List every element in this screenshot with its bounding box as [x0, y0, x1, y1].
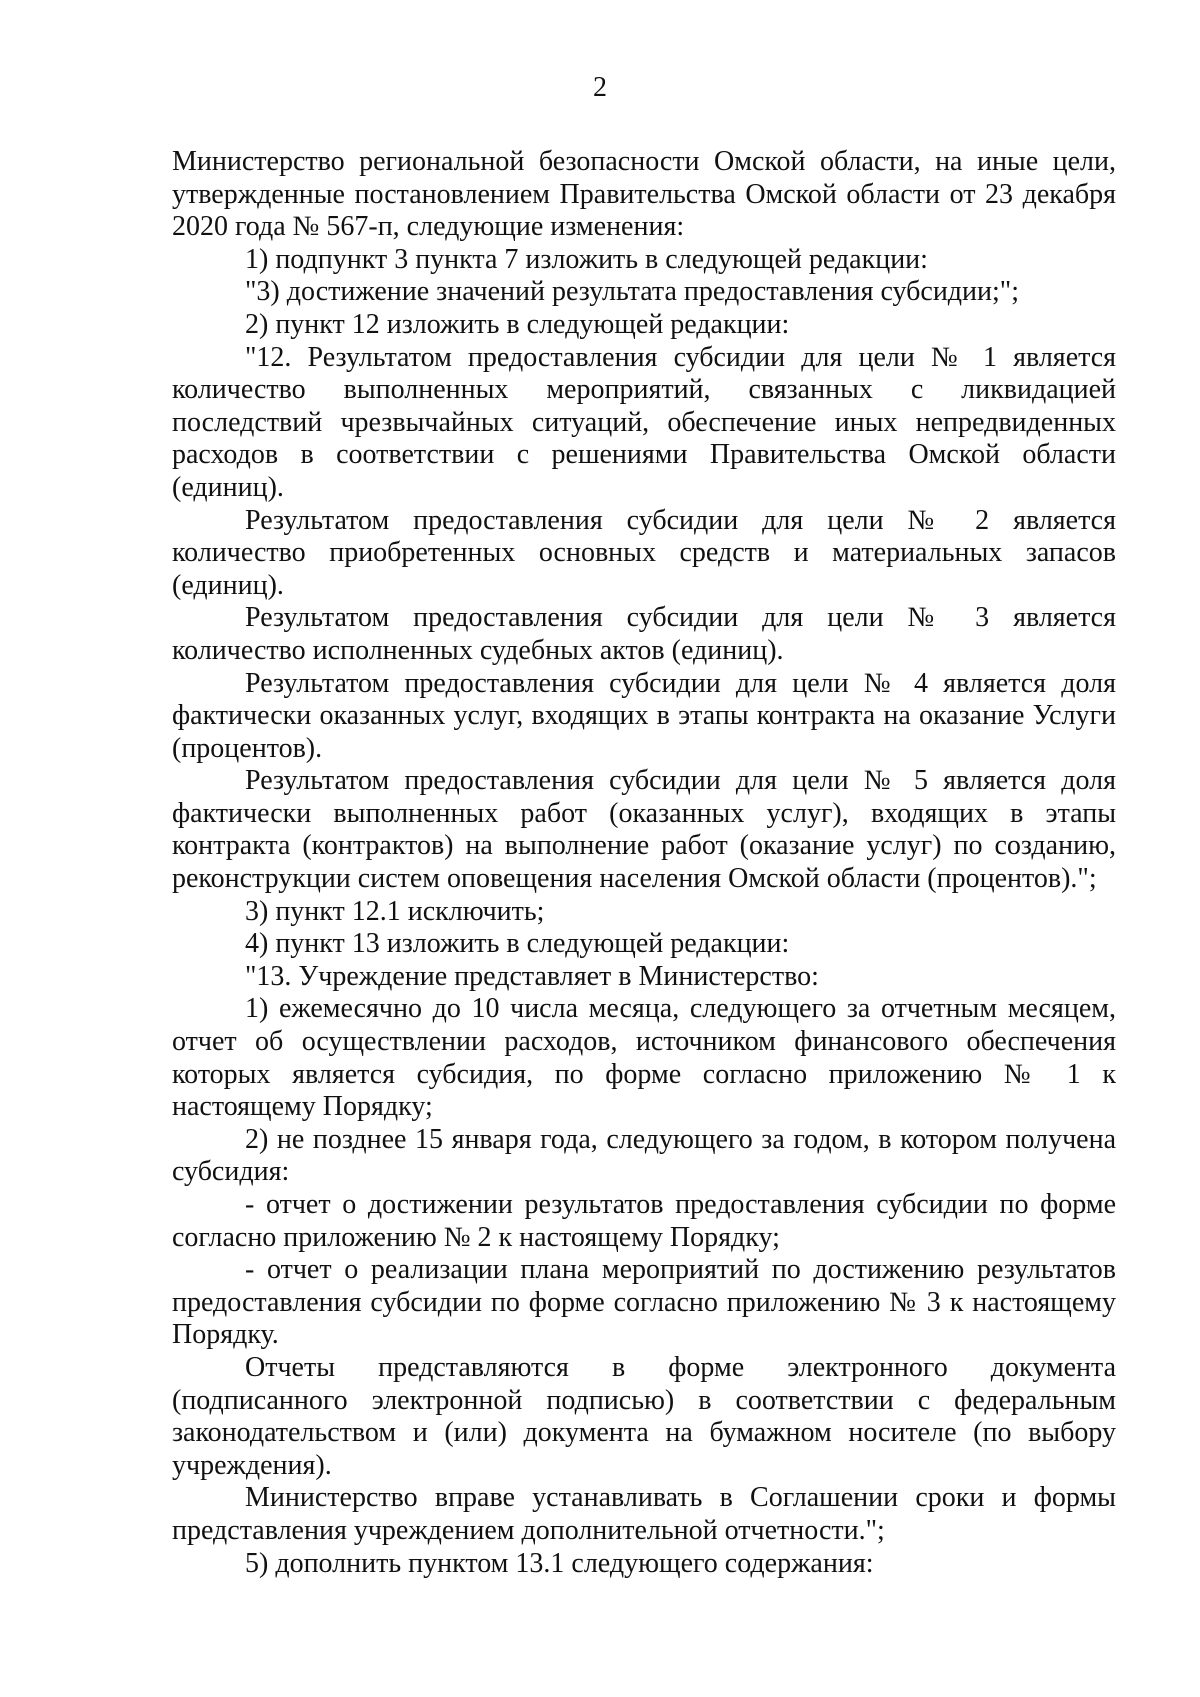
paragraph: - отчет о реализации плана мероприятий по достижению результатов предоставления субсидии по форме согласно приложению № 3 к настоящему Порядку.	[172, 1254, 1116, 1351]
paragraph: Министерство вправе устанавливать в Соглашении сроки и формы представления учреждением дополнительной отчетности.";	[172, 1482, 1116, 1546]
paragraph: 1) подпункт 3 пункта 7 изложить в следующей редакции:	[245, 243, 928, 275]
paragraph: 5) дополнить пунктом 13.1 следующего содержания:	[245, 1547, 874, 1579]
paragraph: - отчет о достижении результатов предоставления субсидии по форме согласно приложению № 2 к настоящему Порядку;	[172, 1189, 1116, 1253]
paragraph: "12. Результатом предоставления субсидии для цели № 1 является количество выполненных мероприятий, связанных с ликвидацией последствий чрезвычайных ситуаций, обеспечение иных непредвиденных расходов в соответствии с решениями Правительства Омской области (единиц).	[172, 341, 1116, 503]
paragraph: "3) достижение значений результата предоставления субсидии;";	[245, 276, 1020, 308]
paragraph: 2) пункт 12 изложить в следующей редакции:	[245, 308, 790, 340]
paragraph: 1) ежемесячно до 10 числа месяца, следующего за отчетным месяцем, отчет об осуществлении расходов, источником финансового обеспечения которых является субсидия, по форме согласно приложению № 1 к настоящему Порядку;	[172, 993, 1116, 1123]
paragraph: 4) пункт 13 изложить в следующей редакции:	[245, 928, 790, 960]
paragraph: "13. Учреждение представляет в Министерство:	[245, 960, 819, 992]
page-number: 2	[593, 72, 607, 103]
paragraph: 3) пункт 12.1 исключить;	[245, 895, 545, 927]
paragraph: Министерство региональной безопасности Омской области, на иные цели, утвержденные постановлением Правительства Омской области от 23 декабря 2020 года № 567-п, следующие изменения:	[172, 146, 1116, 243]
paragraph: Отчеты представляются в форме электронного документа (подписанного электронной подписью) в соответствии с федеральным законодательством и (или) документа на бумажном носителе (по выбору учреждения).	[172, 1351, 1116, 1481]
paragraph: Результатом предоставления субсидии для цели № 4 является доля фактически оказанных услуг, входящих в этапы контракта на оказание Услуги (процентов).	[172, 667, 1116, 764]
paragraph: 2) не позднее 15 января года, следующего за годом, в котором получена субсидия:	[172, 1123, 1116, 1188]
paragraph: Результатом предоставления субсидии для цели № 2 является количество приобретенных основных средств и материальных запасов (единиц).	[172, 504, 1116, 601]
document-body	[172, 146, 1116, 1580]
paragraph: Результатом предоставления субсидии для цели № 5 является доля фактически выполненных работ (оказанных услуг), входящих в этапы контракта (контрактов) на выполнение работ (оказание услуг) по созданию, реконструкции систем оповещения населения Омской области (процентов).";	[172, 765, 1116, 895]
paragraph: Результатом предоставления субсидии для цели № 3 является количество исполненных судебных актов (единиц).	[172, 602, 1116, 666]
